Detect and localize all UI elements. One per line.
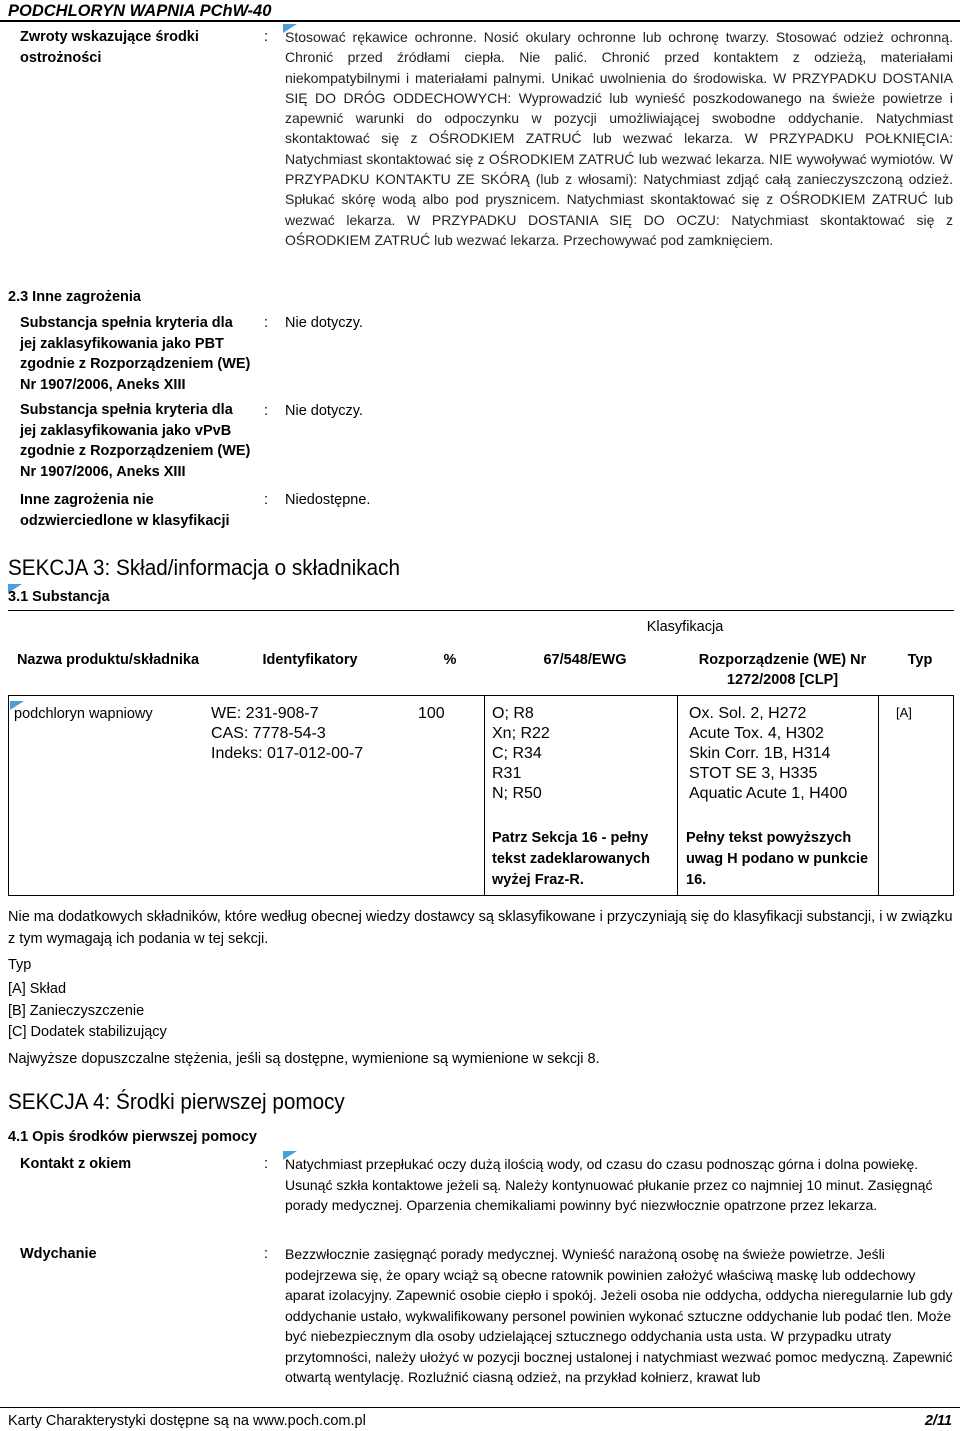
pbt-colon: : [264, 315, 269, 331]
eec-line: N; R50 [492, 785, 542, 802]
pbt-label: Substancja spełnia kryteria dla jej zaklasyfikowania jako PBT zgodnie z Rozporządzeniem (WE) Nr 1907/2006, Aneks XIII [20, 315, 251, 393]
vpvb-label: Substancja spełnia kryteria dla jej zaklasyfikowania jako vPvB zgodnie z Rozporządzeniem (WE) Nr 1907/2006, Aneks XIII [20, 402, 251, 480]
eec-classification [492, 704, 662, 804]
eye-contact-label: Kontakt z okiem [20, 1156, 132, 1172]
footer-website-note: Karty Charakterystyki dostępne są na www.poch.com.pl [8, 1413, 366, 1429]
vpvb-value: Nie dotyczy. [285, 403, 363, 419]
substance-name: podchloryn wapniowy [14, 706, 153, 722]
vpvb-colon: : [264, 403, 269, 419]
identifier-line: Indeks: 017-012-00-7 [211, 745, 364, 762]
section3-title: SEKCJA 3: Skład/informacja o składnikach [8, 555, 400, 580]
eec-line: C; R34 [492, 745, 542, 762]
identifier-line: CAS: 7778-54-3 [211, 725, 326, 742]
col-header-eec: 67/548/EWG [543, 652, 627, 668]
precautions-colon: : [264, 29, 269, 45]
page-number: 2/11 [924, 1413, 952, 1429]
clp-line: Aquatic Acute 1, H400 [689, 785, 848, 802]
table-left-border [8, 695, 9, 895]
inhalation-label: Wdychanie [20, 1246, 97, 1262]
col-header-name: Nazwa produktu/składnika [16, 652, 200, 668]
table-right-border [953, 695, 954, 895]
footer-rule [0, 1407, 960, 1408]
table-header-rule [8, 695, 954, 696]
clp-line: STOT SE 3, H335 [689, 765, 818, 782]
exposure-limits-note: Najwyższe dopuszczalne stężenia, jeśli są dostępne, wymienione są wymienione w sekcji 8. [8, 1051, 600, 1067]
eye-contact-colon: : [264, 1156, 269, 1172]
inhalation-text: Bezzwłocznie zasięgnąć porady medycznej. Wynieść narażoną osobę na świeże powietrze. Jeśli podejrzewa się, że opary wciąż są obecne ratownik powinien założyć właściwą maskę lub oddechowy aparat izolacyjny. Zapewnić osobie ciepło i spokój. Jeżeli osoba nie oddycha, oddycha nieregularnie lub gdy oddychanie ustało, wykwalifikowany personel powinien wykonać sztuczne oddychanie lub podać tlen. Może być niebezpiecznym dla osoby udzielającej sztucznego oddychania usta usta. W przypadku utraty przytomności, należy ułożyć w pozycji bocznej ustalonej i natychmiast wezwać pomoc medyczną. Zapewnić otwartą wentylację. Rozluźnić ciasną odzież, na przykład kołnierz, krawat lub [285, 1246, 953, 1385]
type-legend-list [8, 979, 167, 1044]
type-legend-item: [B] Zanieczyszczenie [8, 1002, 145, 1019]
pbt-value: Nie dotyczy. [285, 315, 363, 331]
other-hazards-label: Inne zagrożenia nie odzwierciedlone w klasyfikacji [20, 492, 230, 529]
other-hazards-colon: : [264, 492, 269, 508]
col-header-ids: Identyfikatory [262, 652, 358, 668]
precautions-text: Stosować rękawice ochronne. Nosić okulary ochronne lub ochronę twarzy. Stosować odzież ochronną. Chronić przed źródłami ciepła. Nie palić. Chronić przed kontaktem z odzieżą, materiałami niekompatybilnymi i materiałami palnymi. Unikać uwolnienia do środowiska. W PRZYPADKU DOSTANIA SIĘ DO DRÓG ODDECHOWYCH: Wyprowadzić lub wynieść poszkodowanego na świeże powietrze i zapewnić warunki do odpoczynku w pozycji umożliwiającej swobodne oddychanie. Natychmiast skontaktować się z OŚRODKIEM ZATRUĆ lub wezwać lekarza. W PRZYPADKU POŁKNIĘCIA: Natychmiast skontaktować się z OŚRODKIEM ZATRUĆ lub wezwać lekarza. NIE wywoływać wymiotów. W PRZYPADKU KONTAKTU ZE SKÓRĄ (lub z włosami): Natychmiast zdjąć całą zanieczyszczoną odzież. Spłukać skórę wodą albo pod prysznicem. Natychmiast skontaktować się z OŚRODKIEM ZATRUĆ lub wezwać lekarza. W PRZYPADKU DOSTANIA SIĘ DO OCZU: Natychmiast skontaktować się z OŚRODKIEM ZATRUĆ lub wezwać lekarza. Przechowywać pod zamknięciem. [285, 29, 953, 248]
precautions-label: Zwroty wskazujące środki ostrożności [20, 29, 199, 66]
clp-footnote: Pełny tekst powyższych uwag H podano w punkcie 16. [686, 830, 869, 888]
type-legend-item: [A] Skład [8, 981, 67, 997]
clp-classification [689, 704, 879, 804]
klasyfikacja-header: Klasyfikacja [646, 619, 724, 635]
type-legend-item: [C] Dodatek stabilizujący [8, 1024, 167, 1040]
eec-line: O; R8 [492, 705, 534, 722]
clp-line: Ox. Sol. 2, H272 [689, 705, 807, 722]
eec-footnote: Patrz Sekcja 16 - pełny tekst zadeklarowanych wyżej Fraz-R. [492, 830, 650, 888]
section3-subtitle: 3.1 Substancja [8, 589, 110, 605]
section4-subtitle: 4.1 Opis środków pierwszej pomocy [8, 1129, 257, 1145]
type-column-border [878, 695, 879, 895]
no-additional-ingredients-note: Nie ma dodatkowych składników, które według obecnej wiedzy dostawcy są sklasyfikowane i przyczyniają się do klasyfikacji substancji, i w związku z tym wymagają ich podania w tej sekcji. [8, 909, 953, 947]
substance-percent: 100 [418, 705, 445, 722]
clp-line: Acute Tox. 4, H302 [689, 725, 824, 742]
identifier-line: WE: 231-908-7 [211, 705, 319, 722]
col-header-type: Typ [907, 652, 933, 668]
eec-line: R31 [492, 765, 522, 782]
substance-identifiers [211, 704, 411, 764]
eye-contact-text: Natychmiast przepłukać oczy dużą ilością wody, od czasu do czasu podnosząc górna i dolna powiekę. Usunąć szkła kontaktowe jeżeli są. Należy kontynuować płukanie przez co najmniej 10 minut. Zasięgnąć porady medycznej. Oparzenia chemikaliami powinny być niezwłocznie opatrzone przez lekarza. [285, 1156, 933, 1213]
section4-title: SEKCJA 4: Środki pierwszej pomocy [8, 1089, 345, 1114]
col-header-clp: Rozporządzenie (WE) Nr 1272/2008 [CLP] [698, 652, 867, 688]
clp-column-border [677, 695, 678, 895]
table-bottom-rule [8, 895, 954, 896]
header-rule [0, 20, 960, 22]
substance-type: [A] [896, 705, 912, 720]
table-top-rule [8, 610, 954, 611]
type-legend-title: Typ [8, 957, 32, 973]
eec-line: Xn; R22 [492, 725, 550, 742]
clp-line: Skin Corr. 1B, H314 [689, 745, 831, 762]
other-hazards-title: 2.3 Inne zagrożenia [8, 289, 141, 305]
eec-column-border [484, 695, 485, 895]
col-header-pct: % [443, 652, 457, 668]
inhalation-colon: : [264, 1246, 269, 1262]
document-title: PODCHLORYN WAPNIA PChW-40 [8, 2, 272, 20]
other-hazards-value: Niedostępne. [285, 492, 371, 508]
